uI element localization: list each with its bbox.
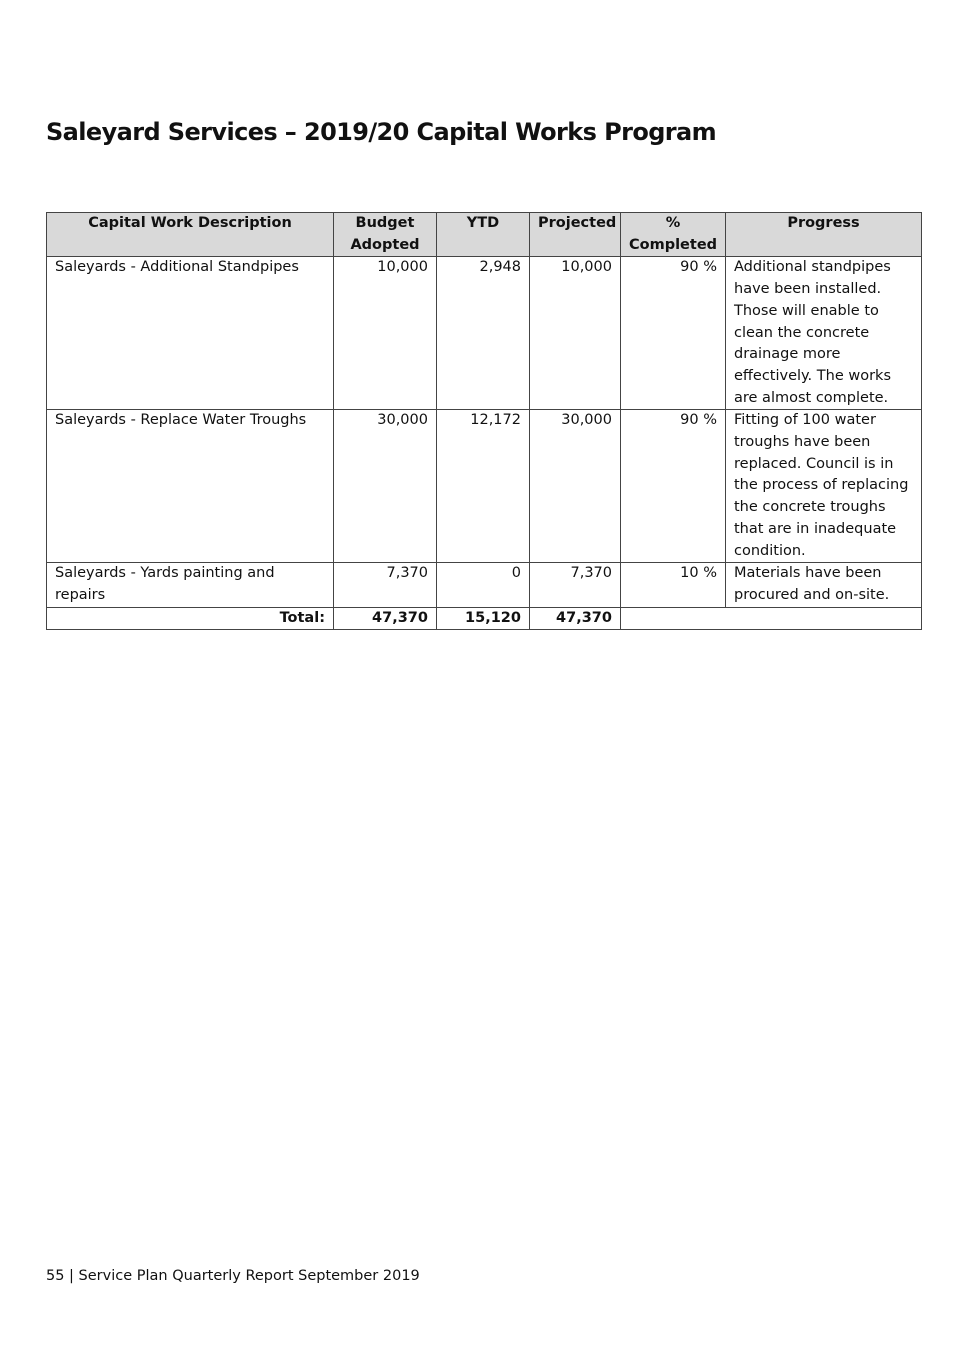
header-projected: Projected — [530, 213, 621, 257]
cell-description: Saleyards - Additional Standpipes — [47, 257, 334, 410]
cell-projected: 7,370 — [530, 563, 621, 607]
table-header-row — [47, 213, 922, 257]
header-budget-line2: Adopted — [350, 236, 420, 253]
cell-ytd: 0 — [437, 563, 530, 607]
cell-completed: 90 % — [621, 257, 726, 410]
header-progress: Progress — [726, 213, 922, 257]
page-footer: 55 | Service Plan Quarterly Report September 2019 — [46, 1268, 420, 1284]
cell-projected: 30,000 — [530, 410, 621, 563]
cell-completed: 90 % — [621, 410, 726, 563]
header-description: Capital Work Description — [47, 213, 334, 257]
total-projected: 47,370 — [530, 607, 621, 630]
header-budget-line1: Budget — [355, 215, 415, 231]
cell-description: Saleyards - Replace Water Troughs — [47, 410, 334, 563]
cell-ytd: 2,948 — [437, 257, 530, 410]
total-row — [47, 607, 922, 630]
page-title: Saleyard Services – 2019/20 Capital Works Program — [46, 118, 717, 146]
cell-budget: 7,370 — [334, 563, 437, 607]
table-row — [47, 257, 922, 410]
header-pct-line1: % — [665, 215, 681, 231]
cell-description: Saleyards - Yards painting and repairs — [47, 563, 334, 607]
cell-progress: Fitting of 100 water troughs have been replaced. Council is in the process of replacing the concrete troughs that are in inadequate condition. — [726, 410, 922, 563]
cell-progress: Additional standpipes have been installed. Those will enable to clean the concrete drainage more effectively. The works are almost complete. — [726, 257, 922, 410]
total-empty-cell — [621, 607, 922, 630]
header-pct-line2: Completed — [629, 236, 718, 253]
cell-budget: 10,000 — [334, 257, 437, 410]
table-row — [47, 563, 922, 607]
capital-works-table — [46, 212, 922, 630]
total-label: Total: — [47, 607, 334, 630]
cell-progress: Materials have been procured and on-site. — [726, 563, 922, 607]
cell-budget: 30,000 — [334, 410, 437, 563]
header-budget-adopted — [334, 213, 437, 257]
header-ytd: YTD — [437, 213, 530, 257]
header-percent-completed — [621, 213, 726, 257]
total-ytd: 15,120 — [437, 607, 530, 630]
cell-projected: 10,000 — [530, 257, 621, 410]
cell-completed: 10 % — [621, 563, 726, 607]
cell-ytd: 12,172 — [437, 410, 530, 563]
table-row — [47, 410, 922, 563]
total-budget: 47,370 — [334, 607, 437, 630]
